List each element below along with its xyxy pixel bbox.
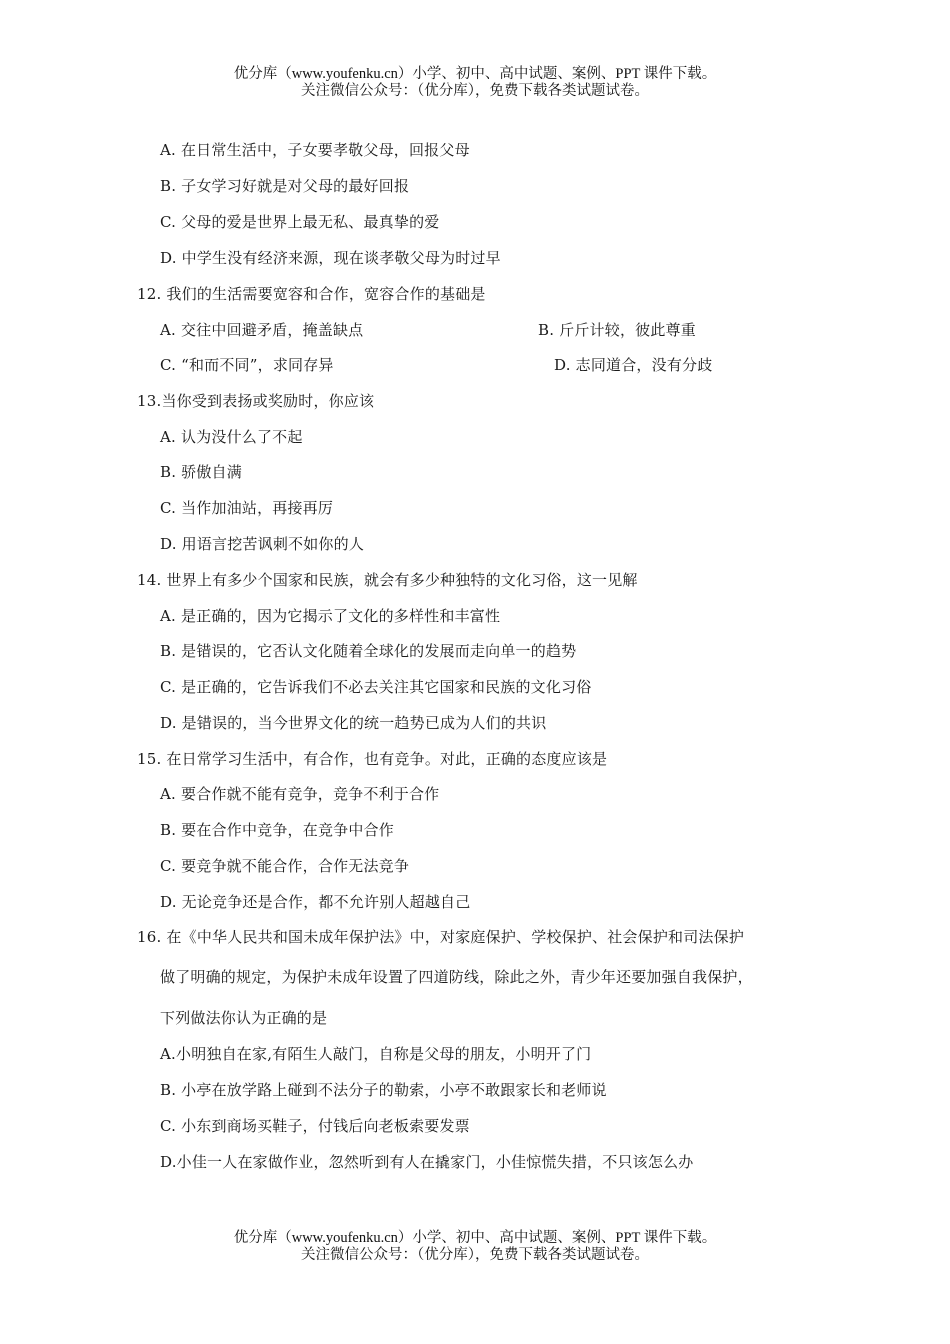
q16-stem-line-2: 做了明确的规定，为保护未成年设置了四道防线，除此之外，青少年还要加强自我保护， xyxy=(160,968,753,986)
q14-stem: 14. 世界上有多少个国家和民族，就会有多少种独特的文化习俗，这一见解 xyxy=(137,571,638,589)
q12-option-c: C. “和而不同”，求同存异 xyxy=(160,356,334,374)
q12-option-d: D. 志同道合，没有分歧 xyxy=(554,356,713,374)
q15-option-d: D. 无论竞争还是合作，都不允许别人超越自己 xyxy=(160,893,471,911)
q11-option-b: B. 子女学习好就是对父母的最好回报 xyxy=(160,177,410,195)
q12-stem: 12. 我们的生活需要宽容和合作，宽容合作的基础是 xyxy=(137,285,486,303)
q11-option-d: D. 中学生没有经济来源，现在谈孝敬父母为时过早 xyxy=(160,249,501,267)
q15-option-a: A. 要合作就不能有竞争，竞争不利于合作 xyxy=(160,785,440,803)
footer-line-2: 关注微信公众号：（优分库），免费下载各类试题试卷。 xyxy=(301,1247,649,1263)
q15-option-c: C. 要竞争就不能合作，合作无法竞争 xyxy=(160,857,410,875)
q13-option-a: A. 认为没什么了不起 xyxy=(160,428,303,446)
q12-option-a: A. 交往中回避矛盾，掩盖缺点 xyxy=(160,321,364,339)
q16-option-d: D.小佳一人在家做作业，忽然听到有人在撬家门，小佳惊慌失措，不只该怎么办 xyxy=(160,1153,694,1171)
q13-option-c: C. 当作加油站，再接再厉 xyxy=(160,499,334,517)
q16-stem-line-1: 16. 在《中华人民共和国未成年保护法》中，对家庭保护、学校保护、社会保护和司法保护 xyxy=(137,928,745,946)
header-line-1: 优分库（www.youfenku.cn）小学、初中、高中试题、案例、PPT 课件下载。 xyxy=(233,66,717,82)
q13-stem: 13.当你受到表扬或奖励时，你应该 xyxy=(137,392,375,410)
q16-option-c: C. 小东到商场买鞋子，付钱后向老板索要发票 xyxy=(160,1117,470,1135)
q14-option-b: B. 是错误的，它否认文化随着全球化的发展而走向单一的趋势 xyxy=(160,642,577,660)
q15-stem: 15. 在日常学习生活中，有合作，也有竞争。对此，正确的态度应该是 xyxy=(137,750,608,768)
q14-option-a: A. 是正确的，因为它揭示了文化的多样性和丰富性 xyxy=(160,607,501,625)
page-footer xyxy=(0,1230,950,1264)
footer-line-1: 优分库（www.youfenku.cn）小学、初中、高中试题、案例、PPT 课件下载。 xyxy=(233,1230,717,1246)
q11-option-c: C. 父母的爱是世界上最无私、最真挚的爱 xyxy=(160,213,440,231)
page-header xyxy=(0,66,950,100)
q12-option-b: B. 斤斤计较，彼此尊重 xyxy=(538,321,696,339)
q16-option-b: B. 小亭在放学路上碰到不法分子的勒索，小亭不敢跟家长和老师说 xyxy=(160,1081,607,1099)
q14-option-c: C. 是正确的，它告诉我们不必去关注其它国家和民族的文化习俗 xyxy=(160,678,592,696)
q13-option-b: B. 骄傲自满 xyxy=(160,463,242,481)
header-line-2: 关注微信公众号：（优分库），免费下载各类试题试卷。 xyxy=(301,83,649,99)
q15-option-b: B. 要在合作中竞争，在竞争中合作 xyxy=(160,821,394,839)
q14-option-d: D. 是错误的，当今世界文化的统一趋势已成为人们的共识 xyxy=(160,714,547,732)
q11-option-a: A. 在日常生活中，子女要孝敬父母，回报父母 xyxy=(160,141,470,159)
q16-option-a: A.小明独自在家,有陌生人敲门，自称是父母的朋友，小明开了门 xyxy=(160,1045,592,1063)
q13-option-d: D. 用语言挖苦讽刺不如你的人 xyxy=(160,535,365,553)
q16-stem-line-3: 下列做法你认为正确的是 xyxy=(160,1009,328,1027)
